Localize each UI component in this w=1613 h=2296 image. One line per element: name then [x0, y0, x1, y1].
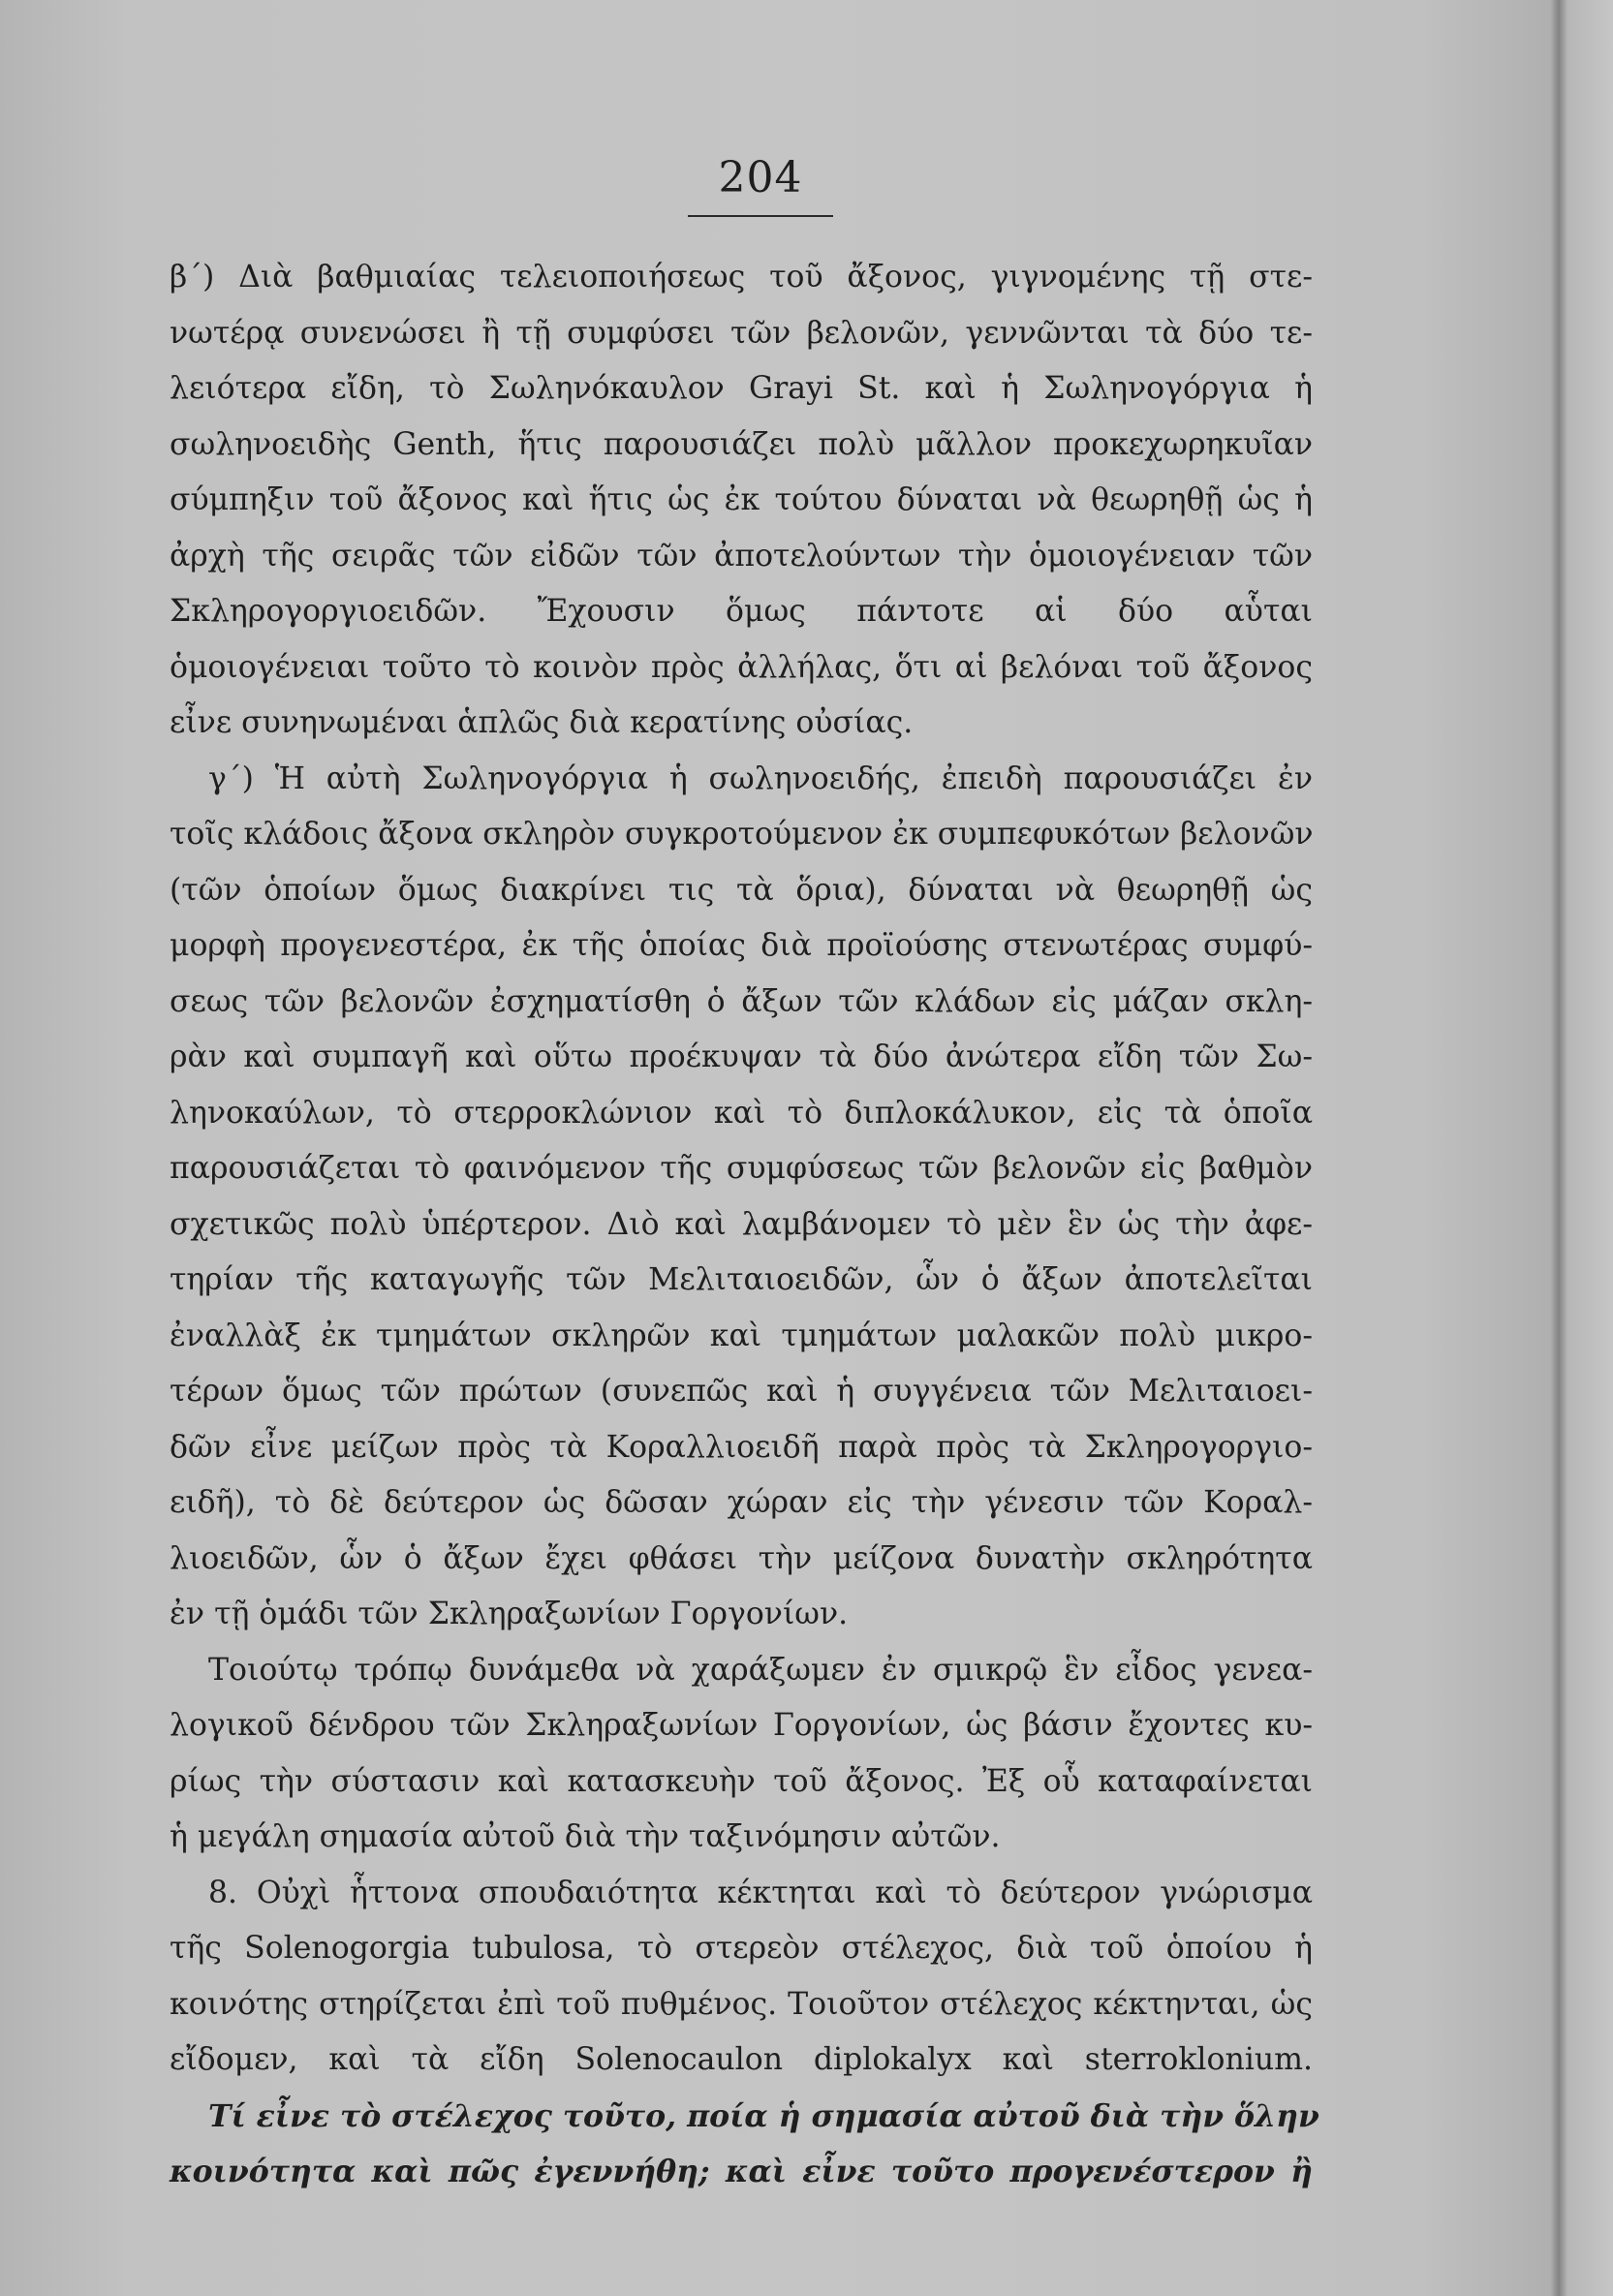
text-line-29: ἡ μεγάλη σημασία αὐτοῦ διὰ τὴν ταξινόμησιν αὐτῶν. — [170, 1819, 1001, 1854]
text-line-12: (τῶν ὁποίων ὅμως διακρίνει τις τὰ ὅρια), δύναται νὰ θεωρηθῇ ὡς — [170, 872, 1313, 908]
text-line-9: εἶνε συνηνωμέναι ἁπλῶς διὰ κερατίνης οὐσίας. — [170, 705, 914, 740]
text-line-28: ρίως τὴν σύστασιν καὶ κατασκευὴν τοῦ ἄξονος. Ἐξ οὗ καταφαίνεται — [170, 1763, 1313, 1799]
page-fold-shadow — [1550, 0, 1567, 2296]
text-line-22: δῶν εἶνε μείζων πρὸς τὰ Κοραλλιοειδῆ παρὰ πρὸς τὰ Σκληρογοργιο- — [170, 1429, 1313, 1465]
text-line-23: ειδῆ), τὸ δὲ δεύτερον ὡς δῶσαν χώραν εἰς τὴν γένεσιν τῶν Κοραλ- — [170, 1485, 1313, 1520]
text-line-7: Σκληρογοργιοειδῶν. Ἔχουσιν ὅμως πάντοτε αἱ δύο αὗται — [170, 594, 1313, 629]
text-line-19: τηρίαν τῆς καταγωγῆς τῶν Μελιταιοειδῶν, ὧν ὁ ἄξων ἀποτελεῖται — [170, 1262, 1313, 1297]
text-line-10: γ΄) Ἡ αὐτὴ Σωληνογόργια ἡ σωληνοειδής, ἐπειδὴ παρουσιάζει ἐν — [208, 760, 1313, 796]
text-line-15: ρὰν καὶ συμπαγῆ καὶ οὕτω προέκυψαν τὰ δύο ἀνώτερα εἴδη τῶν Σω- — [170, 1039, 1313, 1074]
text-line-20: ἐναλλὰξ ἐκ τμημάτων σκληρῶν καὶ τμημάτων μαλακῶν πολὺ μικρο- — [170, 1318, 1313, 1353]
text-line-35: κοινότητα καὶ πῶς ἐγεννήθη; καὶ εἶνε τοῦτο προγενέστερον ἢ — [170, 2154, 1313, 2189]
text-line-3: λειότερα εἴδη, τὸ Σωληνόκαυλον Grayi St. καὶ ἡ Σωληνογόργια ἡ — [170, 371, 1313, 406]
text-line-27: λογικοῦ δένδρου τῶν Σκληραξωνίων Γοργονίων, ὡς βάσιν ἔχοντες κυ- — [170, 1708, 1313, 1743]
header-rule — [688, 215, 833, 217]
text-line-34: Τί εἶνε τὸ στέλεχος τοῦτο, ποία ἡ σημασία αὐτοῦ διὰ τὴν ὅλην — [208, 2097, 1319, 2134]
text-line-11: τοῖς κλάδοις ἄξονα σκληρὸν συγκροτούμενον ἐκ συμπεφυκότων βελονῶν — [170, 817, 1314, 852]
text-line-17: παρουσιάζεται τὸ φαινόμενον τῆς συμφύσεως τῶν βελονῶν εἰς βαθμὸν — [170, 1151, 1313, 1186]
text-line-33: εἴδομεν, καὶ τὰ εἴδη Solenocaulon diplokalyx καὶ sterroklonium. — [170, 2042, 1313, 2077]
text-line-6: ἀρχὴ τῆς σειρᾶς τῶν εἰδῶν τῶν ἀποτελούντων τὴν ὁμοιογένειαν τῶν — [170, 538, 1313, 574]
text-line-32: κοινότης στηρίζεται ἐπὶ τοῦ πυθμένος. Τοιοῦτον στέλεχος κέκτηνται, ὡς — [170, 1986, 1313, 2022]
text-line-18: σχετικῶς πολὺ ὑπέρτερον. Διὸ καὶ λαμβάνομεν τὸ μὲν ἓν ὡς τὴν ἀφε- — [170, 1206, 1313, 1242]
text-line-25: ἐν τῇ ὁμάδι τῶν Σκληραξωνίων Γοργονίων. — [170, 1597, 849, 1631]
text-line-5: σύμπηξιν τοῦ ἄξονος καὶ ἥτις ὡς ἐκ τούτου δύναται νὰ θεωρηθῇ ὡς ἡ — [170, 482, 1313, 517]
body-text — [170, 250, 1319, 2200]
text-line-2: νωτέρᾳ συνενώσει ἢ τῇ συμφύσει τῶν βελονῶν, γεννῶνται τὰ δύο τε- — [170, 315, 1313, 351]
text-line-24: λιοειδῶν, ὧν ὁ ἄξων ἔχει φθάσει τὴν μείζονα δυνατὴν σκληρότητα — [170, 1540, 1313, 1576]
text-line-21: τέρων ὅμως τῶν πρώτων (συνεπῶς καὶ ἡ συγγένεια τῶν Μελιταιοει- — [170, 1374, 1313, 1409]
text-line-1: β΄) Διὰ βαθμιαίας τελειοποιήσεως τοῦ ἄξονος, γιγνομένης τῇ στε- — [170, 260, 1313, 295]
text-line-8: ὁμοιογένειαι τοῦτο τὸ κοινὸν πρὸς ἀλλήλας, ὅτι αἱ βελόναι τοῦ ἄξονος — [170, 649, 1313, 685]
text-line-4: σωληνοειδὴς Genth, ἥτις παρουσιάζει πολὺ μᾶλλον προκεχωρηκυῖαν — [170, 426, 1313, 462]
page-number: 204 — [718, 153, 803, 202]
text-line-31: τῆς Solenogorgia tubulosa, τὸ στερεὸν στέλεχος, διὰ τοῦ ὁποίου ἡ — [170, 1931, 1313, 1966]
text-line-16: ληνοκαύλων, τὸ στερροκλώνιον καὶ τὸ διπλοκάλυκον, εἰς τὰ ὁποῖα — [170, 1095, 1313, 1131]
text-line-26: Τοιούτῳ τρόπῳ δυνάμεθα νὰ χαράξωμεν ἐν σμικρῷ ἓν εἶδος γενεα- — [208, 1652, 1313, 1688]
text-line-13: μορφὴ προγενεστέρα, ἐκ τῆς ὁποίας διὰ προϊούσης στενωτέρας συμφύ- — [170, 928, 1313, 963]
text-line-14: σεως τῶν βελονῶν ἐσχηματίσθη ὁ ἄξων τῶν κλάδων εἰς μάζαν σκλη- — [170, 983, 1313, 1019]
text-line-30: 8. Οὐχὶ ἧττονα σπουδαιότητα κέκτηται καὶ τὸ δεύτερον γνώρισμα — [208, 1875, 1313, 1910]
